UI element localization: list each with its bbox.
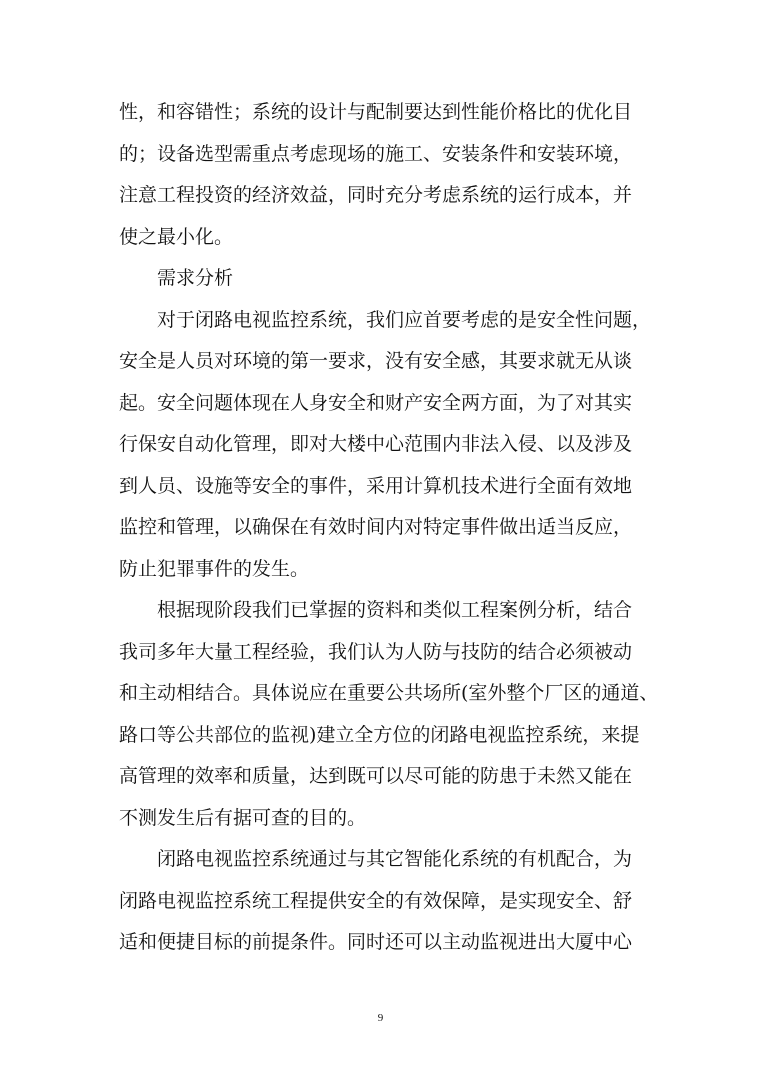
text-line: 我司多年大量工程经验，我们认为人防与技防的结合必须被动 xyxy=(119,640,633,663)
section-heading xyxy=(119,258,649,300)
text-line: 防止犯罪事件的发生。 xyxy=(119,557,310,580)
paragraph xyxy=(119,590,659,839)
text-line: 根据现阶段我们已掌握的资料和类似工程案例分析，结合 xyxy=(157,599,633,621)
text-line: 安全是人员对环境的第一要求，没有安全感，其要求就无从谈 xyxy=(119,350,633,372)
text-line: 路口等公共部位的监视)建立全方位的闭路电视监控系统，来提 xyxy=(119,723,640,746)
paragraph xyxy=(119,300,652,591)
text-line: 起。安全问题体现在人身安全和财产安全两方面，为了对其实 xyxy=(119,391,633,414)
text-line: 行保安自动化管理，即对大楼中心范围内非法入侵、以及涉及 xyxy=(119,433,633,455)
text-line: 适和便捷目标的前提条件。同时还可以主动监视进出大厦中心 xyxy=(119,931,633,953)
text-line: 监控和管理，以确保在有效时间内对特定事件做出适当反应， xyxy=(119,516,633,538)
text-line: 高管理的效率和质量，达到既可以尽可能的防患于未然又能在 xyxy=(119,765,633,787)
paragraph xyxy=(119,92,649,258)
text-line: 对于闭路电视监控系统，我们应首要考虑的是安全性问题， xyxy=(157,308,652,331)
document-body xyxy=(119,92,659,964)
page-number: 9 xyxy=(377,1012,384,1024)
text-line: 性，和容错性；系统的设计与配制要达到性能价格比的优化目 xyxy=(119,101,633,123)
text-line: 闭路电视监控系统工程提供安全的有效保障，是实现安全、舒 xyxy=(119,889,633,912)
text-line: 闭路电视监控系统通过与其它智能化系统的有机配合，为 xyxy=(157,848,633,870)
text-line: 注意工程投资的经济效益，同时充分考虑系统的运行成本，并 xyxy=(119,184,633,206)
heading-text: 需求分析 xyxy=(157,267,234,289)
paragraph xyxy=(119,839,649,964)
text-line: 不测发生后有据可查的目的。 xyxy=(119,806,367,829)
text-line: 使之最小化。 xyxy=(119,225,234,248)
text-line: 的；设备选型需重点考虑现场的施工、安装条件和安装环境， xyxy=(119,142,633,165)
text-line: 和主动相结合。具体说应在重要公共场所(室外整个厂区的通道、 xyxy=(119,682,659,704)
text-line: 到人员、设施等安全的事件，采用计算机技术进行全面有效地 xyxy=(119,474,633,497)
